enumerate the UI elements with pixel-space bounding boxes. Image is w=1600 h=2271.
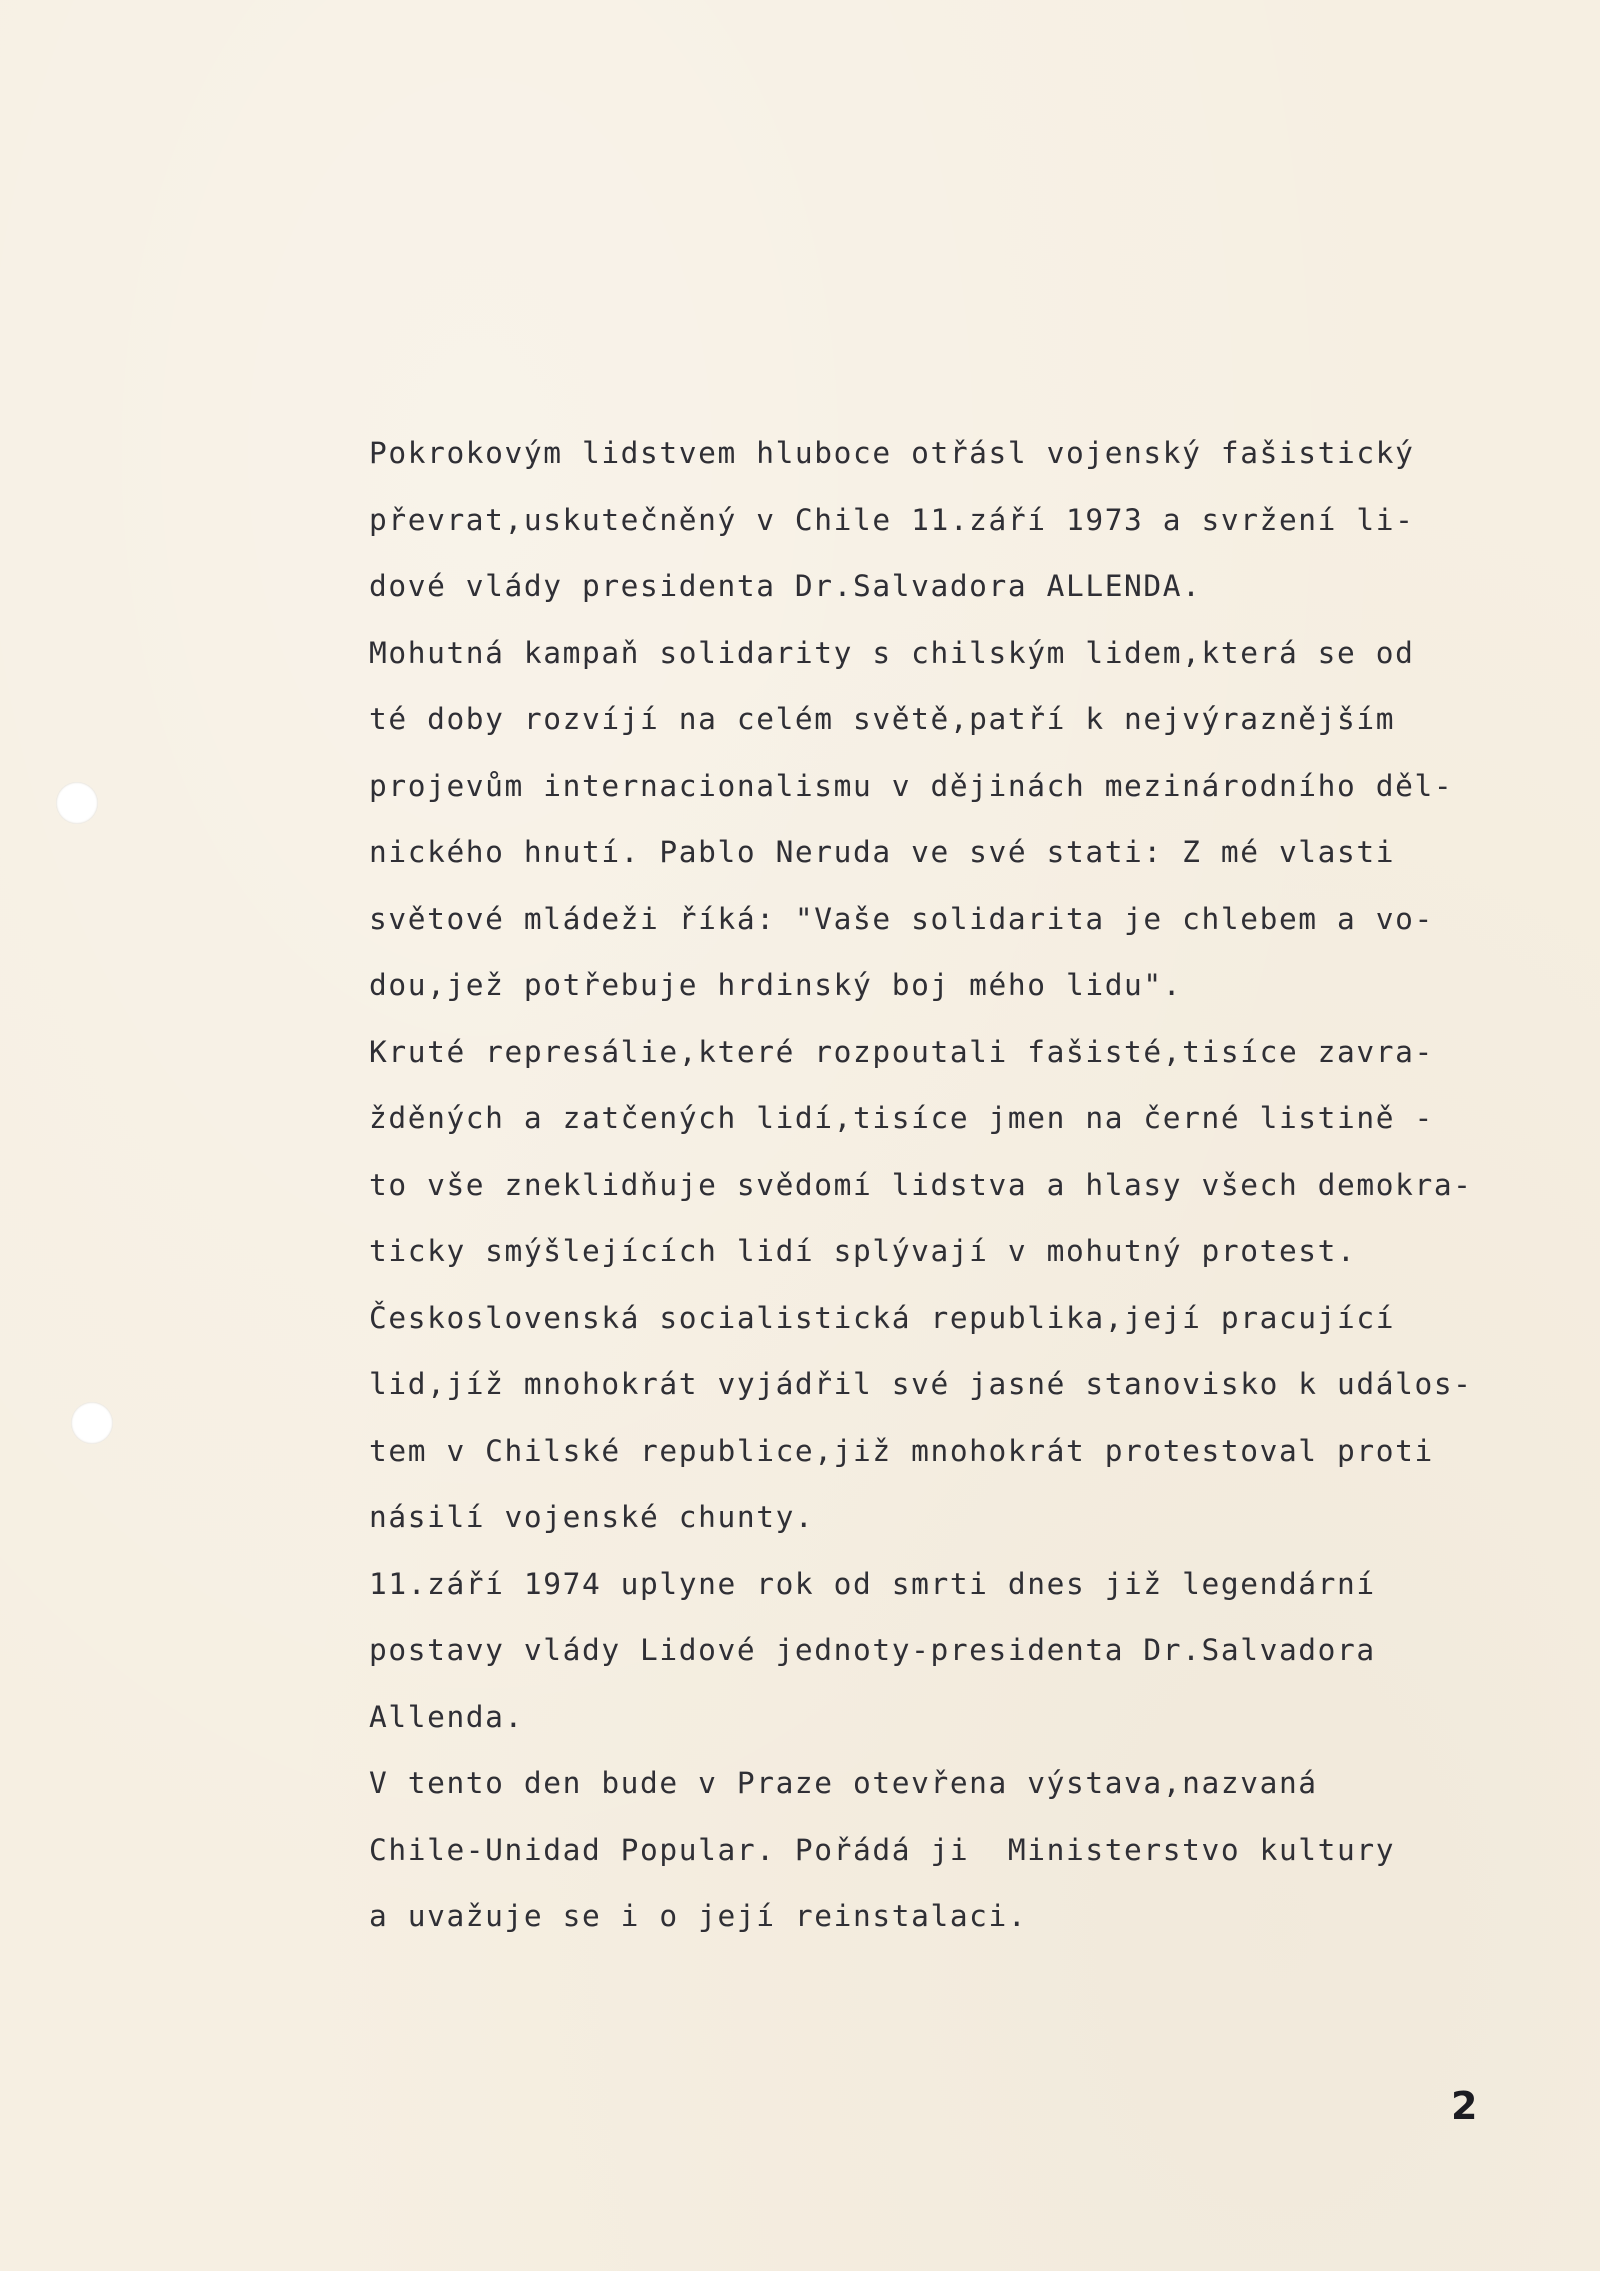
text-line: světové mládeži říká: "Vaše solidarita je chlebem a vo- [369,901,1434,936]
punch-hole-bottom [71,1402,113,1444]
typewritten-text [369,420,1509,1950]
text-line: té doby rozvíjí na celém světě,patří k nejvýraznějším [369,702,1396,736]
text-line: dové vlády presidenta Dr.Salvadora ALLENDA. [369,569,1202,603]
text-line: Československá socialistická republika,její pracující [369,1300,1396,1335]
text-line: Allenda. [369,1699,524,1734]
text-line: a uvažuje se i o její reinstalaci. [369,1899,1028,1933]
text-line: projevům internacionalismu v dějinách mezinárodního děl- [369,768,1454,803]
text-line: Mohutná kampaň solidarity s chilským lidem,která se od [369,635,1415,670]
text-line: převrat,uskutečněný v Chile 11.září 1973 a svržení li- [369,502,1415,537]
text-line: žděných a zatčených lidí,tisíce jmen na černé listině - [369,1101,1434,1135]
text-line: postavy vlády Lidové jednoty-presidenta Dr.Salvadora [369,1633,1376,1667]
text-line: Chile-Unidad Popular. Pořádá ji Ministerstvo kultury [369,1832,1396,1867]
text-line: násilí vojenské chunty. [369,1500,815,1534]
text-line: Pokrokovým lidstvem hluboce otřásl vojenský fašistický [369,436,1415,470]
text-line: nického hnutí. Pablo Neruda ve své stati: Z mé vlasti [369,835,1396,869]
text-line: ticky smýšlejících lidí splývají v mohutný protest. [369,1234,1357,1268]
text-line: 11.září 1974 uplyne rok od smrti dnes již legendární [369,1566,1376,1601]
punch-hole-top [56,782,98,824]
text-line: tem v Chilské republice,již mnohokrát protestoval proti [369,1433,1434,1468]
text-line: Kruté represálie,které rozpoutali fašisté,tisíce zavra- [369,1034,1434,1069]
text-line: dou,jež potřebuje hrdinský boj mého lidu". [369,968,1183,1002]
page-number: 2 [1451,2084,1478,2128]
text-line: to vše zneklidňuje svědomí lidstva a hlasy všech demokra- [369,1167,1473,1202]
text-line: V tento den bude v Praze otevřena výstava,nazvaná [369,1766,1318,1800]
text-line: lid,jíž mnohokrát vyjádřil své jasné stanovisko k událos- [369,1367,1473,1401]
